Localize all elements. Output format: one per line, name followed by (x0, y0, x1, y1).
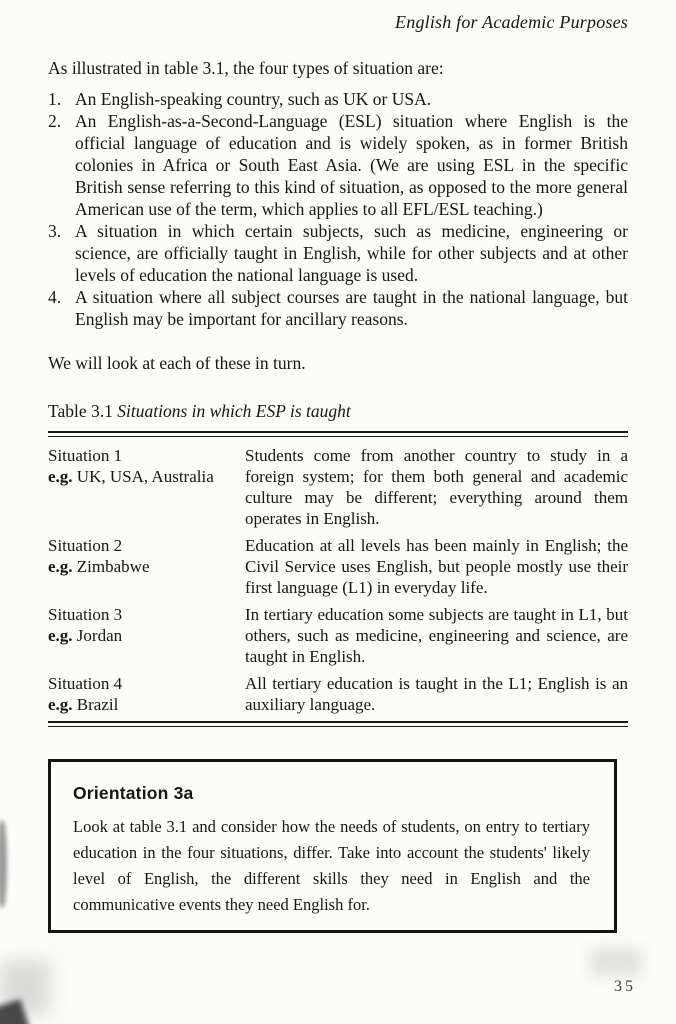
situation-cell (48, 445, 245, 529)
table-row (48, 535, 628, 598)
situation-label: Situation 1 (48, 446, 123, 465)
description-cell: Students come from another country to study in a foreign system; for them both general and academic culture may be different; everything around them operates in English. (245, 446, 628, 528)
situation-list (48, 88, 628, 330)
scan-smudge-page-number (590, 948, 642, 976)
orientation-heading: Orientation 3a (73, 783, 194, 803)
list-item-number: 1. (48, 89, 62, 109)
situation-label: Situation 2 (48, 536, 123, 555)
description-cell: All tertiary education is taught in the L1; English is an auxiliary language. (245, 674, 628, 714)
eg-value: Jordan (76, 626, 123, 645)
list-item (48, 220, 628, 286)
eg-label: e.g. (48, 467, 73, 486)
table-caption-label: Table 3.1 (48, 401, 113, 421)
list-item (48, 110, 628, 220)
page-number: 35 (614, 978, 636, 995)
eg-value: UK, USA, Australia (76, 467, 214, 486)
situation-label: Situation 3 (48, 605, 123, 624)
eg-label: e.g. (48, 626, 73, 645)
eg-value: Brazil (76, 695, 119, 714)
list-item-text: An English-as-a-Second-Language (ESL) situation where English is the official language of education and is widely spoken, as in former British colonies in Africa or South East Asia. (We are using ESL in the specific British sense referring to this kind of situation, as opposed to the more general American use of the term, which applies to all EFL/ESL teaching.) (75, 111, 628, 219)
situation-example (48, 694, 245, 715)
situation-example (48, 625, 245, 646)
table-bottom-rule (48, 721, 628, 727)
eg-label: e.g. (48, 695, 73, 714)
list-item (48, 88, 628, 110)
situation-example (48, 466, 245, 487)
situation-cell (48, 673, 245, 715)
list-item-number: 3. (48, 221, 62, 241)
list-item-number: 4. (48, 287, 62, 307)
list-item (48, 286, 628, 330)
description-cell: In tertiary education some subjects are taught in L1, but others, such as medicine, engineering and science, are taught in English. (245, 605, 628, 666)
orientation-body: Look at table 3.1 and consider how the needs of students, on entry to tertiary education in the four situations, differ. Take into account the students' likely level of English, the different skills they need in English and the communicative events they need English for. (73, 817, 590, 914)
table-row (48, 445, 628, 529)
table-top-rule (48, 431, 628, 437)
intro-paragraph: As illustrated in table 3.1, the four types of situation are: (48, 58, 444, 78)
situation-label: Situation 4 (48, 674, 123, 693)
transition-sentence: We will look at each of these in turn. (48, 353, 306, 373)
situation-cell (48, 535, 245, 598)
table-caption (48, 400, 628, 422)
list-item-number: 2. (48, 111, 62, 131)
situation-cell (48, 604, 245, 667)
description-cell: Education at all levels has been mainly in English; the Civil Service uses English, but people mostly use their first language (L1) in everyday life. (245, 536, 628, 597)
situations-table (48, 445, 628, 715)
table-row (48, 673, 628, 715)
table-caption-title: Situations in which ESP is taught (117, 401, 351, 421)
list-item-text: A situation in which certain subjects, such as medicine, engineering or science, are officially taught in English, while for other subjects and at other levels of education the national language is used. (75, 221, 628, 285)
list-item-text: A situation where all subject courses are taught in the national language, but English may be important for ancillary reasons. (75, 287, 628, 329)
eg-label: e.g. (48, 557, 73, 576)
list-item-text: An English-speaking country, such as UK or USA. (75, 89, 432, 109)
running-header: English for Academic Purposes (395, 12, 628, 32)
table-row (48, 604, 628, 667)
orientation-box (48, 759, 617, 933)
situation-example (48, 556, 245, 577)
eg-value: Zimbabwe (76, 557, 150, 576)
